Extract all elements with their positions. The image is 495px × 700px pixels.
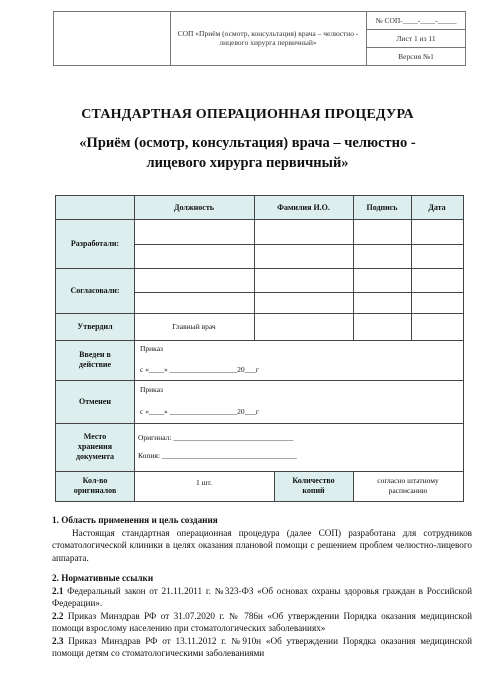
copies-count-value: согласно штатному расписанию bbox=[377, 476, 439, 495]
row-label-originals-count: Кол-во оригиналов bbox=[73, 476, 117, 495]
section-1-text: Настоящая стандартная операционная процедура (далее СОП) разработана для сотрудников стоматологической клиники в целях оказания плановой помощи с решением проблем челюстно-лицевого аппарата. bbox=[52, 527, 472, 563]
cancelled-order-label: Приказ bbox=[140, 385, 164, 394]
reference-2-2-number: 2.2 bbox=[52, 610, 64, 621]
col-header-date: Дата bbox=[428, 203, 446, 212]
header-logo-area bbox=[54, 12, 171, 65]
reference-2-3 bbox=[52, 635, 472, 660]
header-version: Версия №1 bbox=[398, 52, 434, 61]
row-label-storage: Место хранения документа bbox=[75, 432, 115, 461]
reference-2-1-number: 2.1 bbox=[52, 585, 64, 596]
col-header-signature: Подпись bbox=[366, 203, 398, 212]
reference-2-3-number: 2.3 bbox=[52, 635, 64, 646]
copies-count-label: Количество копий bbox=[292, 476, 335, 495]
header-number: № СОП-____-____-_____ bbox=[367, 12, 465, 30]
row-label-cancelled: Отменен bbox=[79, 396, 111, 406]
introduced-order-label: Приказ bbox=[140, 344, 164, 353]
document-header bbox=[53, 11, 466, 66]
document-subtitle bbox=[0, 133, 495, 173]
section-2-title: 2. Нормативные ссылки bbox=[52, 573, 154, 583]
reference-2-1-text: Федеральный закон от 21.11.2011 г. №323-ФЗ «Об основах охраны здоровья граждан в Российской Федерации». bbox=[52, 585, 472, 608]
header-meta bbox=[367, 12, 465, 65]
document-body bbox=[52, 514, 472, 660]
reference-2-1 bbox=[52, 585, 472, 610]
row-label-developed: Разработали: bbox=[70, 238, 120, 248]
row-label-introduced: Введен в действие bbox=[78, 350, 112, 369]
col-header-position: Должность bbox=[173, 203, 214, 212]
cancelled-order-date: с «____» __________________20___г bbox=[140, 407, 259, 416]
header-sheet: Лист 1 из 11 bbox=[367, 30, 465, 48]
storage-original: Оригинал: ________________________________ bbox=[138, 433, 294, 442]
originals-count-value: 1 шт. bbox=[196, 477, 212, 487]
reference-2-3-text: Приказ Минздрав РФ от 13.11.2012 г. №910н «Об утверждении Порядка оказания медицинской помощи детям со стоматологическими заболеваниями bbox=[52, 635, 472, 658]
approval-table bbox=[55, 195, 464, 502]
storage-copy: Копия: ____________________________________ bbox=[138, 451, 297, 460]
introduced-order-date: с «____» __________________20___г bbox=[140, 365, 259, 374]
reference-2-2 bbox=[52, 610, 472, 635]
header-sop-title: СОП «Приём (осмотр, консультация) врача – челюстно - лицевого хирурга первичный» bbox=[170, 12, 367, 65]
subtitle-line-2: лицевого хирурга первичный» bbox=[146, 155, 349, 171]
subtitle-line-1: «Приём (осмотр, консультация) врача – челюстно - bbox=[79, 135, 416, 151]
approved-position: Главный врач bbox=[172, 322, 216, 331]
section-1-title: 1. Область применения и цель создания bbox=[52, 515, 218, 525]
document-title: СТАНДАРТНАЯ ОПЕРАЦИОННАЯ ПРОЦЕДУРА bbox=[81, 107, 414, 122]
col-header-name: Фамилия И.О. bbox=[277, 203, 330, 212]
row-label-approved: Утвердил bbox=[77, 321, 113, 331]
reference-2-2-text: Приказ Минздрав РФ от 31.07.2020 г. № 786н «Об утверждении Порядка оказания медицинской помощи взрослому населению при стоматологических заболеваниях» bbox=[52, 610, 472, 633]
row-label-agreed: Согласовали: bbox=[70, 285, 120, 295]
